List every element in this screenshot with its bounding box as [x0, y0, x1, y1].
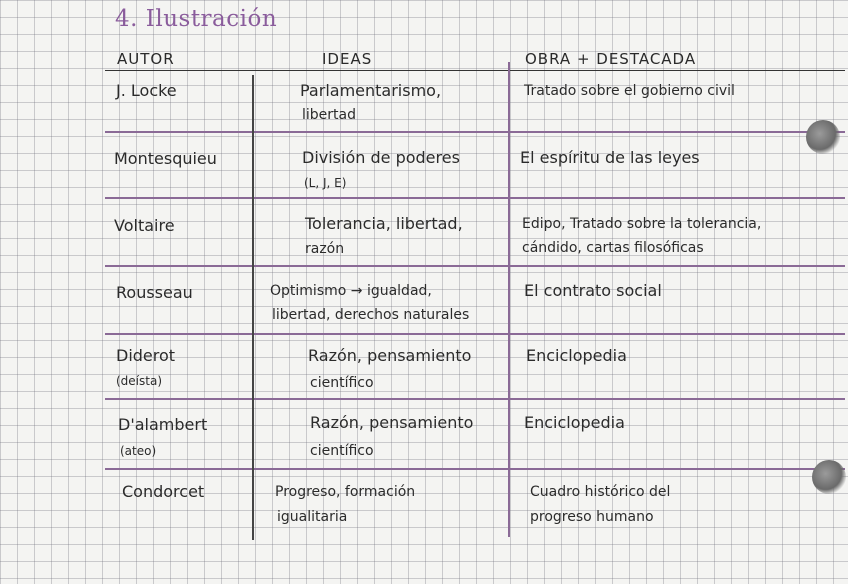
author-cell: J. Locke: [116, 81, 177, 100]
ideas-cell: Progreso, formación: [275, 484, 416, 500]
author-cell: Montesquieu: [114, 149, 217, 168]
work-cell: Enciclopedia: [524, 413, 625, 432]
ideas-cell: Parlamentarismo,: [300, 81, 442, 100]
row-divider: [105, 333, 845, 335]
ideas-cell-line2: libertad: [302, 107, 356, 123]
ideas-cell-line2: razón: [305, 241, 345, 257]
author-note: (ateo): [120, 444, 157, 458]
column-divider: [252, 75, 254, 540]
header-work: OBRA + DESTACADA: [525, 50, 697, 68]
author-note: (deísta): [116, 374, 163, 388]
ideas-cell-line2: científico: [310, 443, 374, 459]
ideas-cell-line2: igualitaria: [277, 509, 348, 525]
ideas-cell: Tolerancia, libertad,: [305, 214, 463, 233]
ideas-cell-line2: (L, J, E): [304, 176, 347, 190]
author-cell: D'alambert: [118, 415, 208, 434]
row-divider: [105, 131, 845, 133]
author-cell: Diderot: [116, 346, 176, 365]
work-cell: Tratado sobre el gobierno civil: [524, 83, 735, 99]
work-cell: Edipo, Tratado sobre la tolerancia,: [522, 216, 762, 232]
ideas-cell-line2: libertad, derechos naturales: [272, 307, 470, 323]
author-cell: Rousseau: [116, 283, 193, 302]
author-cell: Condorcet: [122, 482, 205, 501]
ideas-cell: Razón, pensamiento: [310, 413, 474, 432]
row-divider: [105, 398, 845, 400]
binder-hole: [812, 460, 846, 494]
page-title: 4. Ilustración: [115, 6, 278, 32]
work-cell: El espíritu de las leyes: [520, 148, 700, 167]
ideas-cell: División de poderes: [302, 148, 460, 167]
header-ideas: IDEAS: [322, 50, 373, 68]
row-divider: [105, 197, 845, 199]
ideas-cell-line2: científico: [310, 375, 374, 391]
column-divider: [508, 62, 510, 537]
binder-hole: [806, 120, 840, 154]
work-cell: Cuadro histórico del: [530, 484, 671, 500]
work-cell-line2: progreso humano: [530, 509, 654, 525]
work-cell-line2: cándido, cartas filosóficas: [522, 240, 704, 256]
ideas-cell: Razón, pensamiento: [308, 346, 472, 365]
ideas-cell: Optimismo → igualdad,: [270, 283, 432, 299]
work-cell: El contrato social: [524, 281, 662, 300]
author-cell: Voltaire: [114, 216, 175, 235]
header-rule: [105, 70, 845, 71]
row-divider: [105, 468, 845, 470]
header-author: AUTOR: [117, 50, 175, 68]
row-divider: [105, 265, 845, 267]
work-cell: Enciclopedia: [526, 346, 627, 365]
